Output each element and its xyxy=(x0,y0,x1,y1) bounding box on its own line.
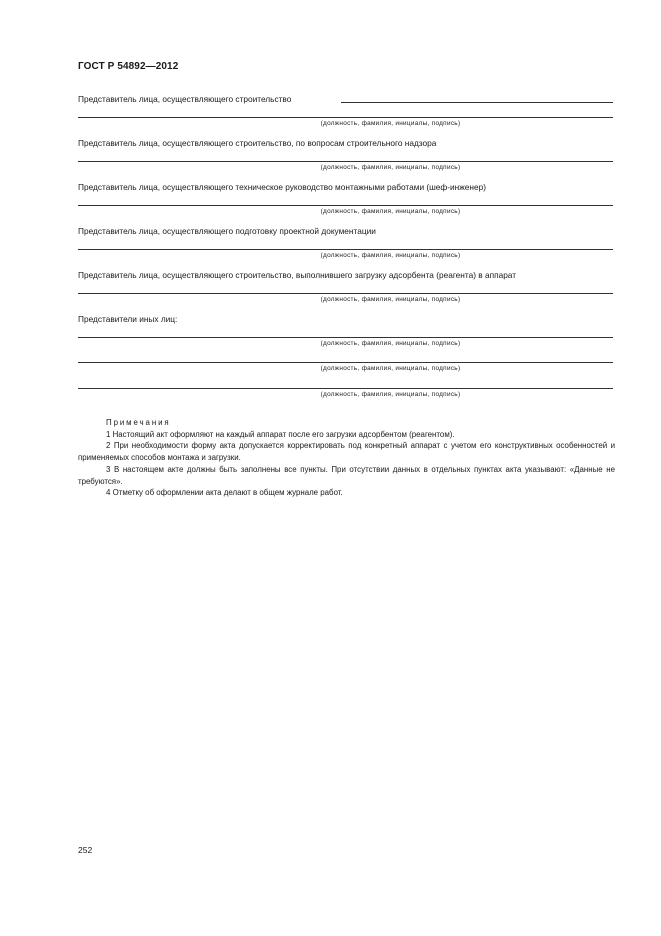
signature-line xyxy=(78,117,613,118)
signature-caption: (должность, фамилия, инициалы, подпись) xyxy=(320,164,461,171)
signature-line xyxy=(78,205,613,206)
note-item: 4 Отметку об оформлении акта делают в общем журнале работ. xyxy=(106,488,343,498)
note-item: 2 При необходимости форму акта допускается корректировать под конкретный аппарат с учетом его конструктивных особенностей и применяемых способов монтажа и загрузки. xyxy=(78,441,615,463)
signatory-label-supervision: Представитель лица, осуществляющего строительство, по вопросам строительного надзора xyxy=(78,138,437,148)
document-header: ГОСТ Р 54892—2012 xyxy=(78,61,179,72)
signature-line xyxy=(78,161,613,162)
signature-caption: (должность, фамилия, инициалы, подпись) xyxy=(320,391,461,398)
signature-caption: (должность, фамилия, инициалы, подпись) xyxy=(320,365,461,372)
page-number: 252 xyxy=(78,845,93,855)
signature-line xyxy=(78,337,613,338)
signature-caption: (должность, фамилия, инициалы, подпись) xyxy=(320,208,461,215)
signature-line xyxy=(78,388,613,389)
signatory-label-design: Представитель лица, осуществляющего подготовку проектной документации xyxy=(78,226,376,236)
signature-line xyxy=(78,362,613,363)
signature-caption: (должность, фамилия, инициалы, подпись) xyxy=(320,252,461,259)
note-item: 3 В настоящем акте должны быть заполнены все пункты. При отсутствии данных в отдельных пунктах акта указывают: «Данные не требуются». xyxy=(78,464,615,486)
signature-caption: (должность, фамилия, инициалы, подпись) xyxy=(320,120,461,127)
signatory-label-chief-engineer: Представитель лица, осуществляющего техническое руководство монтажными работами (шеф-инженер) xyxy=(78,182,486,192)
signatory-label-loading: Представитель лица, осуществляющего строительство, выполнившего загрузку адсорбента (реагента) в аппарат xyxy=(78,270,517,280)
signature-line xyxy=(341,102,613,103)
note-item: 1 Настоящий акт оформляют на каждый аппарат после его загрузки адсорбентом (реагентом). xyxy=(106,429,455,439)
signature-caption: (должность, фамилия, инициалы, подпись) xyxy=(320,340,461,347)
signature-caption: (должность, фамилия, инициалы, подпись) xyxy=(320,296,461,303)
notes-section xyxy=(78,417,615,499)
signatory-label-builder: Представитель лица, осуществляющего строительство xyxy=(78,94,292,104)
notes-title: Примечания xyxy=(106,418,171,427)
signature-line xyxy=(78,293,613,294)
signatory-label-others: Представители иных лиц: xyxy=(78,314,178,324)
signature-line xyxy=(78,249,613,250)
